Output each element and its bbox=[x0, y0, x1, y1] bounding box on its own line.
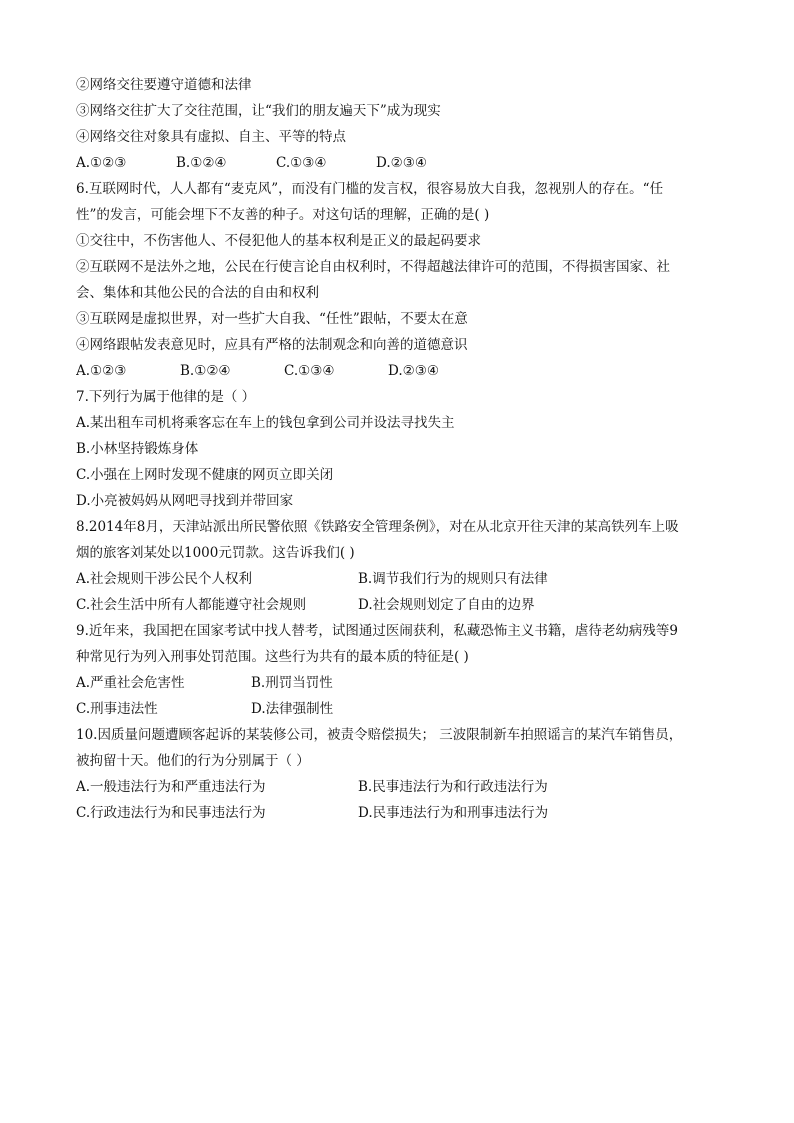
q7-option-d: D.小亮被妈妈从网吧寻找到并带回家 bbox=[76, 493, 294, 509]
q9-option-a: A.严重社会危害性 bbox=[76, 675, 185, 691]
q8-option-d: D.社会规则划定了自由的边界 bbox=[358, 597, 535, 613]
q7-option-a: A.某出租车司机将乘客忘在车上的钱包拿到公司并设法寻找失主 bbox=[76, 415, 455, 431]
question-5 bbox=[76, 72, 726, 176]
q6-item-4: ④网络跟帖发表意见时，应具有严格的法制观念和向善的道德意识 bbox=[76, 337, 468, 353]
q7-option-b: B.小林坚持锻炼身体 bbox=[76, 441, 199, 457]
question-8 bbox=[76, 514, 726, 618]
q9-options-row-2 bbox=[76, 696, 726, 722]
q5-option-d: D.②③④ bbox=[376, 155, 427, 171]
q5-item-4: ④网络交往对象具有虚拟、自主、平等的特点 bbox=[76, 129, 346, 145]
q9-stem-line-1: 9.近年来，我国把在国家考试中找人替考，试图通过医闹获利，私藏恐怖主义书籍，虐待老幼病残等9 bbox=[76, 623, 678, 639]
q10-option-a: A.一般违法行为和严重违法行为 bbox=[76, 779, 266, 795]
q7-option-c: C.小强在上网时发现不健康的网页立即关闭 bbox=[76, 467, 334, 483]
q6-item-1: ①交往中，不伤害他人、不侵犯他人的基本权利是正义的最起码要求 bbox=[76, 233, 481, 249]
q5-options bbox=[76, 150, 726, 176]
q10-option-b: B.民事违法行为和行政违法行为 bbox=[358, 779, 548, 795]
question-6 bbox=[76, 176, 726, 384]
q10-stem-line-1: 10.因质量问题遭顾客起诉的某装修公司，被责令赔偿损失； 三波限制新车拍照谣言的某汽车销售员， bbox=[76, 727, 683, 743]
q7-stem: 7.下列行为属于他律的是（ ） bbox=[76, 389, 256, 405]
question-9 bbox=[76, 618, 726, 722]
q5-item-2: ②网络交往要遵守道德和法律 bbox=[76, 77, 252, 93]
q5-item-3: ③网络交往扩大了交往范围，让“我们的朋友遍天下”成为现实 bbox=[76, 103, 441, 119]
q9-option-b: B.刑罚当罚性 bbox=[251, 675, 333, 691]
q6-item-2: ②互联网不是法外之地，公民在行使言论自由权利时，不得超越法律许可的范围，不得损害国家、社 bbox=[76, 259, 670, 275]
question-7 bbox=[76, 384, 726, 514]
q8-options-row-2 bbox=[76, 592, 726, 618]
q9-stem-line-2: 种常见行为列入刑事处罚范围。这些行为共有的最本质的特征是( ) bbox=[76, 649, 469, 665]
q10-option-d: D.民事违法行为和刑事违法行为 bbox=[358, 805, 549, 821]
q8-option-c: C.社会生活中所有人都能遵守社会规则 bbox=[76, 597, 307, 613]
q6-option-a: A.①②③ bbox=[76, 363, 127, 379]
q8-option-b: B.调节我们行为的规则只有法律 bbox=[358, 571, 548, 587]
q5-option-b: B.①②④ bbox=[176, 155, 227, 171]
q9-options-row-1 bbox=[76, 670, 726, 696]
q9-option-c: C.刑事违法性 bbox=[76, 701, 158, 717]
q9-option-d: D.法律强制性 bbox=[251, 701, 334, 717]
q5-option-c: C.①③④ bbox=[276, 155, 327, 171]
q8-stem-line-2: 烟的旅客刘某处以1000元罚款。这告诉我们( ) bbox=[76, 545, 355, 561]
q6-stem-line-2: 性”的发言，可能会埋下不友善的种子。对这句话的理解，正确的是( ) bbox=[76, 207, 490, 223]
q6-item-2-cont: 会、集体和其他公民的合法的自由和权利 bbox=[76, 285, 319, 301]
question-10 bbox=[76, 722, 726, 826]
q10-options-row-2 bbox=[76, 800, 726, 826]
q6-item-3: ③互联网是虚拟世界，对一些扩大自我、“任性”跟帖，不要太在意 bbox=[76, 311, 468, 327]
q6-options bbox=[76, 358, 726, 384]
q6-option-b: B.①②④ bbox=[180, 363, 231, 379]
exam-page bbox=[76, 72, 726, 826]
q6-option-d: D.②③④ bbox=[388, 363, 439, 379]
q8-stem-line-1: 8.2014年8月，天津站派出所民警依照《铁路安全管理条例》，对在从北京开往天津的某高铁列车上吸 bbox=[76, 519, 679, 535]
q8-options-row-1 bbox=[76, 566, 726, 592]
q10-stem-line-2: 被拘留十天。他们的行为分别属于（ ） bbox=[76, 753, 310, 769]
q6-option-c: C.①③④ bbox=[284, 363, 335, 379]
q6-stem-line-1: 6.互联网时代，人人都有“麦克风”，而没有门槛的发言权，很容易放大自我，忽视别人的存在。“任 bbox=[76, 181, 664, 197]
q8-option-a: A.社会规则干涉公民个人权利 bbox=[76, 571, 253, 587]
q10-option-c: C.行政违法行为和民事违法行为 bbox=[76, 805, 266, 821]
q5-option-a: A.①②③ bbox=[76, 155, 127, 171]
q10-options-row-1 bbox=[76, 774, 726, 800]
